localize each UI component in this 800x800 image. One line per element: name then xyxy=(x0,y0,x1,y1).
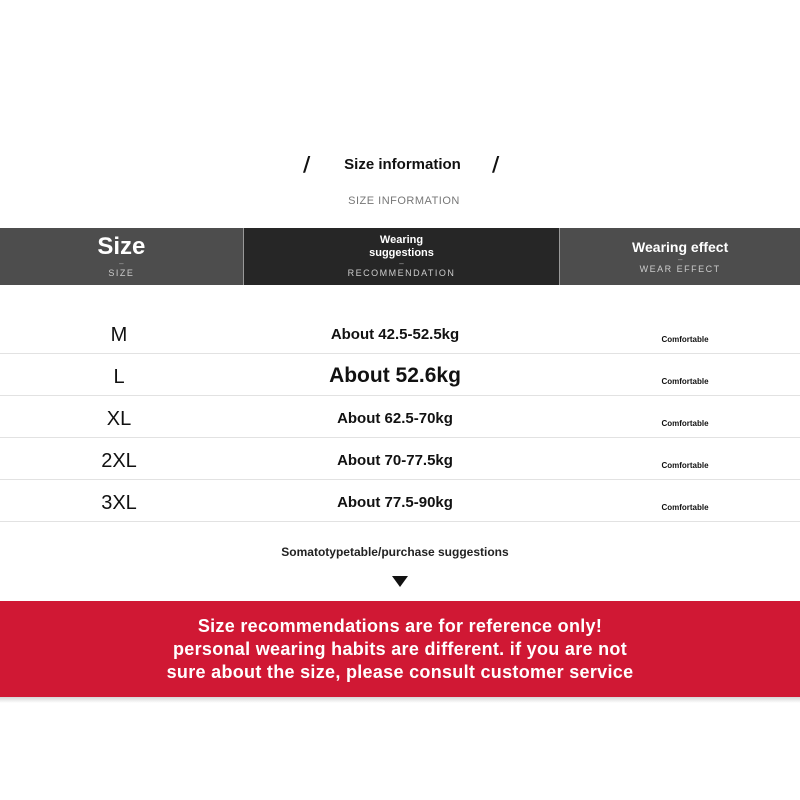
header-effect-label: Wearing effect xyxy=(632,238,729,255)
header-effect xyxy=(559,228,800,285)
table-row xyxy=(0,438,800,480)
row-effect: Comfortable xyxy=(661,377,709,386)
table-row xyxy=(0,396,800,438)
header-recommendation-dash: – xyxy=(399,259,404,268)
banner-line-1: Size recommendations are for reference only! xyxy=(197,615,603,636)
row-effect: Comfortable xyxy=(661,503,709,512)
header-recommendation-label-2: suggestions xyxy=(369,247,434,259)
page-title: Size information xyxy=(344,156,461,173)
row-size: 3XL xyxy=(101,492,137,514)
table-row xyxy=(0,312,800,354)
row-weight: About 42.5-52.5kg xyxy=(330,326,460,343)
table-row xyxy=(0,480,800,522)
slash-right: / xyxy=(492,152,500,176)
table-header xyxy=(0,228,800,285)
row-weight: About 62.5-70kg xyxy=(337,410,453,427)
header-effect-sub: WEAR EFFECT xyxy=(639,263,721,274)
row-effect: Comfortable xyxy=(661,461,709,470)
banner-line-3: sure about the size, please consult customer service xyxy=(166,661,634,682)
disclaimer-banner xyxy=(0,601,800,697)
banner-shadow xyxy=(0,697,800,703)
table-row xyxy=(0,354,800,396)
row-weight: About 77.5-90kg xyxy=(337,494,453,511)
header-size-label: Size xyxy=(97,233,146,260)
size-table xyxy=(0,312,800,522)
triangle-down-icon xyxy=(392,576,408,587)
header-size-dash: – xyxy=(119,259,124,268)
header-recommendation xyxy=(243,228,560,285)
header-recommendation-label-1: Wearing xyxy=(379,234,424,246)
row-effect: Comfortable xyxy=(661,335,709,344)
slash-left: / xyxy=(303,152,311,176)
title-row xyxy=(0,152,800,178)
header-recommendation-sub: RECOMMENDATION xyxy=(347,268,456,278)
row-size: M xyxy=(110,324,128,346)
page-subtitle: SIZE INFORMATION xyxy=(348,195,460,207)
row-weight: About 70-77.5kg xyxy=(337,452,453,469)
row-size: XL xyxy=(106,408,132,430)
banner-line-2: personal wearing habits are different. if you are not xyxy=(173,638,627,659)
suggestion-note: Somatotypetable/purchase suggestions xyxy=(281,545,509,559)
row-size: L xyxy=(113,366,125,388)
header-effect-dash: – xyxy=(677,254,683,264)
row-size: 2XL xyxy=(101,450,137,472)
row-effect: Comfortable xyxy=(661,419,709,428)
header-size-sub: SIZE xyxy=(108,268,135,278)
row-weight: About 52.6kg xyxy=(329,364,461,387)
header-size xyxy=(0,228,243,285)
